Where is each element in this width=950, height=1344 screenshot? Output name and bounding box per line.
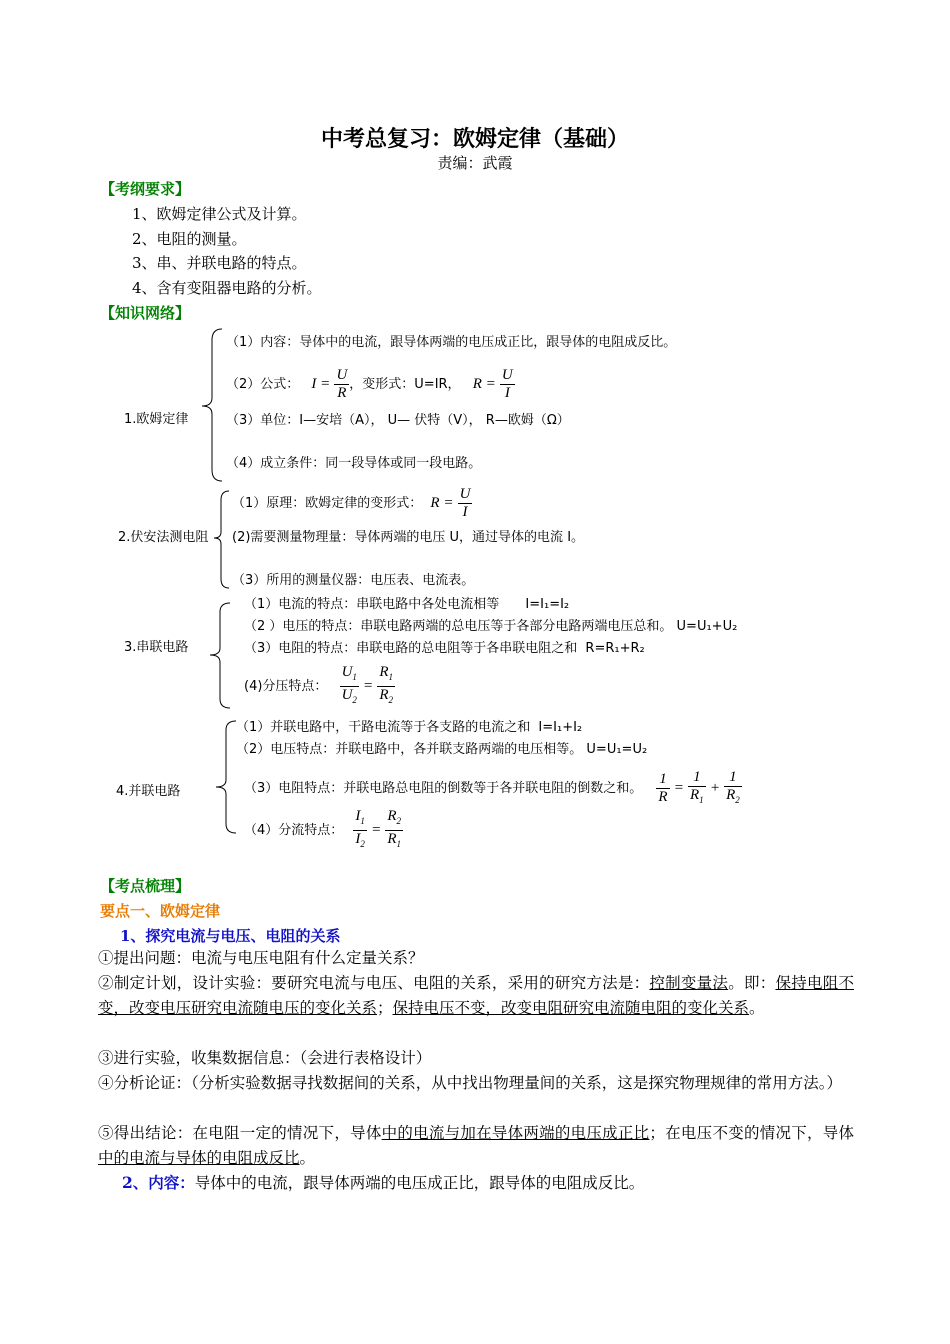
syllabus-heading: 【考纲要求】 (100, 180, 191, 198)
series-current-row (244, 593, 569, 612)
brace-series (208, 602, 232, 710)
series-voltage-formula: U=U₁+U₂ (676, 619, 738, 634)
ohm-label: 1.欧姆定律 (124, 412, 189, 427)
ohm-fraction: $\frac{U}{R}$ (336, 367, 348, 401)
parallel-label: 4.并联电路 (116, 784, 181, 799)
sub-point-1: 1、探究电流与电压、电阻的关系 (120, 927, 341, 945)
author-line: 责编：武霞 (437, 154, 513, 172)
parallel-divider-left: $\frac{I_1}{I_2}$ (355, 808, 365, 849)
condition-underline-2: 保持电压不变，改变电阻研究电流随电阻的变化关系 (392, 999, 750, 1017)
parallel-voltage: （2）电压特点：并联电路中，各并联支路两端的电压相等。 (236, 742, 583, 757)
parallel-current-formula: I=I₁+I₂ (538, 720, 583, 735)
measure-instruments: （3）所用的测量仪器：电压表、电流表。 (232, 573, 475, 588)
brace-measure (213, 490, 231, 590)
series-current: （1）电流的特点：串联电路中各处电流相等 (244, 597, 500, 612)
sub-point-2 (122, 1170, 644, 1196)
key-point-1: 要点一、欧姆定律 (100, 902, 221, 920)
parallel-voltage-row (236, 738, 647, 757)
parallel-divider: （4）分流特点： (244, 823, 344, 838)
syllabus-item: 1、欧姆定律公式及计算。 (132, 205, 307, 223)
para-3: ③进行实验，收集数据信息：（会进行表格设计） (98, 1049, 432, 1067)
series-divider-right: $\frac{R_1}{R_2}$ (379, 664, 393, 705)
ohm-fraction-r: $\frac{U}{I}$ (501, 367, 513, 401)
parallel-eq: = (673, 780, 684, 796)
ohm-unit: （3）单位：I—安培（A）， U— 伏特（V）， R—欧姆（Ω） (226, 413, 570, 428)
parallel-frac-2: $\frac{1}{R_2}$ (726, 768, 740, 805)
ohm-content: （1）内容：导体中的电流，跟导体两端的电压成正比，跟导体的电阻成反比。 (226, 335, 677, 350)
ohm-formula-row (226, 364, 515, 405)
parallel-voltage-formula: U=U₁=U₂ (586, 742, 648, 757)
sub-point-2-label: 2、内容： (122, 1173, 195, 1192)
parallel-resistance-row (244, 768, 742, 809)
brace-parallel (214, 720, 238, 835)
method-underline: 控制变量法 (649, 974, 729, 992)
series-divider-eq: = (363, 678, 374, 694)
ohm-transform: ，变形式：U=IR， (349, 377, 461, 392)
measure-label: 2.伏安法测电阻 (118, 530, 209, 545)
measure-formula: R = (430, 495, 454, 511)
series-divider-left: $\frac{U_1}{U_2}$ (341, 664, 357, 705)
measure-fraction: $\frac{U}{I}$ (459, 486, 471, 520)
measure-principle-row (232, 484, 472, 523)
parallel-frac-total: $\frac{1}{R}$ (658, 771, 668, 805)
series-divider: (4)分压特点： (244, 679, 328, 694)
parallel-divider-row (244, 808, 403, 853)
series-voltage: （2 ）电压的特点：串联电路两端的总电压等于各部分电路两端电压总和。 (244, 619, 673, 634)
conclusion-underline-2: 中的电流与导体的电阻成反比 (98, 1149, 300, 1167)
para-1: ①提出问题：电流与电压电阻有什么定量关系？ (98, 949, 424, 967)
network-heading: 【知识网络】 (100, 304, 191, 322)
series-resistance-row (244, 637, 645, 656)
ohm-condition: （4）成立条件：同一段导体或同一段电路。 (226, 456, 482, 471)
page-title: 中考总复习：欧姆定律（基础） (320, 126, 629, 152)
measure-principle: （1）原理：欧姆定律的变形式： (232, 496, 423, 511)
syllabus-item: 4、含有变阻器电路的分析。 (132, 279, 322, 297)
parallel-plus: + (709, 780, 720, 796)
parallel-current: （1）并联电路中，干路电流等于各支路的电流之和 (236, 720, 531, 735)
ohm-formula-r: R = (472, 376, 496, 392)
para-2: ②制定计划，设计实验：要研究电流与电压、电阻的关系，采用的研究方法是：控制变量法。即：保持电阻不变，改变电压研究电流随电压的变化关系；保持电压不变，改变电阻研究电流随电阻的变化关系。 (98, 974, 854, 1017)
sub-point-2-text: 导体中的电流，跟导体两端的电压成正比，跟导体的电阻成反比。 (194, 1174, 645, 1192)
ohm-formula-prefix: （2）公式： (226, 377, 300, 392)
condition-underline-1: 保持电阻不变，改变电压研究电流随电压的变化关系 (98, 974, 854, 1017)
points-heading: 【考点梳理】 (100, 877, 191, 895)
parallel-divider-eq: = (371, 822, 382, 838)
measure-quantities: (2)需要测量物理量：导体两端的电压 U，通过导体的电流 I。 (232, 530, 585, 545)
conclusion-underline-1: 中的电流与加在导体两端的电压成正比 (381, 1124, 650, 1142)
parallel-frac-1: $\frac{1}{R_1}$ (690, 768, 704, 805)
syllabus-item: 2、电阻的测量。 (132, 230, 247, 248)
series-resistance: （3）电阻的特点：串联电路的总电阻等于各串联电阻之和 (244, 641, 578, 656)
series-voltage-row (244, 615, 737, 634)
series-label: 3.串联电路 (124, 640, 189, 655)
parallel-resistance: （3）电阻特点：并联电路总电阻的倒数等于各并联电阻的倒数之和。 (244, 781, 643, 796)
brace-ohm (200, 328, 224, 483)
series-current-formula: I=I₁=I₂ (525, 597, 570, 612)
ohm-formula: I = (311, 376, 331, 392)
series-resistance-formula: R=R₁+R₂ (585, 641, 645, 656)
para-4: ④分析论证：（分析实验数据寻找数据间的关系，从中找出物理量间的关系，这是探究物理规律的常用方法。） (98, 1074, 843, 1092)
parallel-current-row (236, 716, 582, 735)
series-divider-row (244, 664, 395, 709)
syllabus-item: 3、串、并联电路的特点。 (132, 254, 307, 272)
para-5: ⑤得出结论：在电阻一定的情况下，导体中的电流与加在导体两端的电压成正比；在电压不变的情况下，导体中的电流与导体的电阻成反比。 (98, 1124, 854, 1167)
parallel-divider-right: $\frac{R_2}{R_1}$ (387, 808, 401, 849)
